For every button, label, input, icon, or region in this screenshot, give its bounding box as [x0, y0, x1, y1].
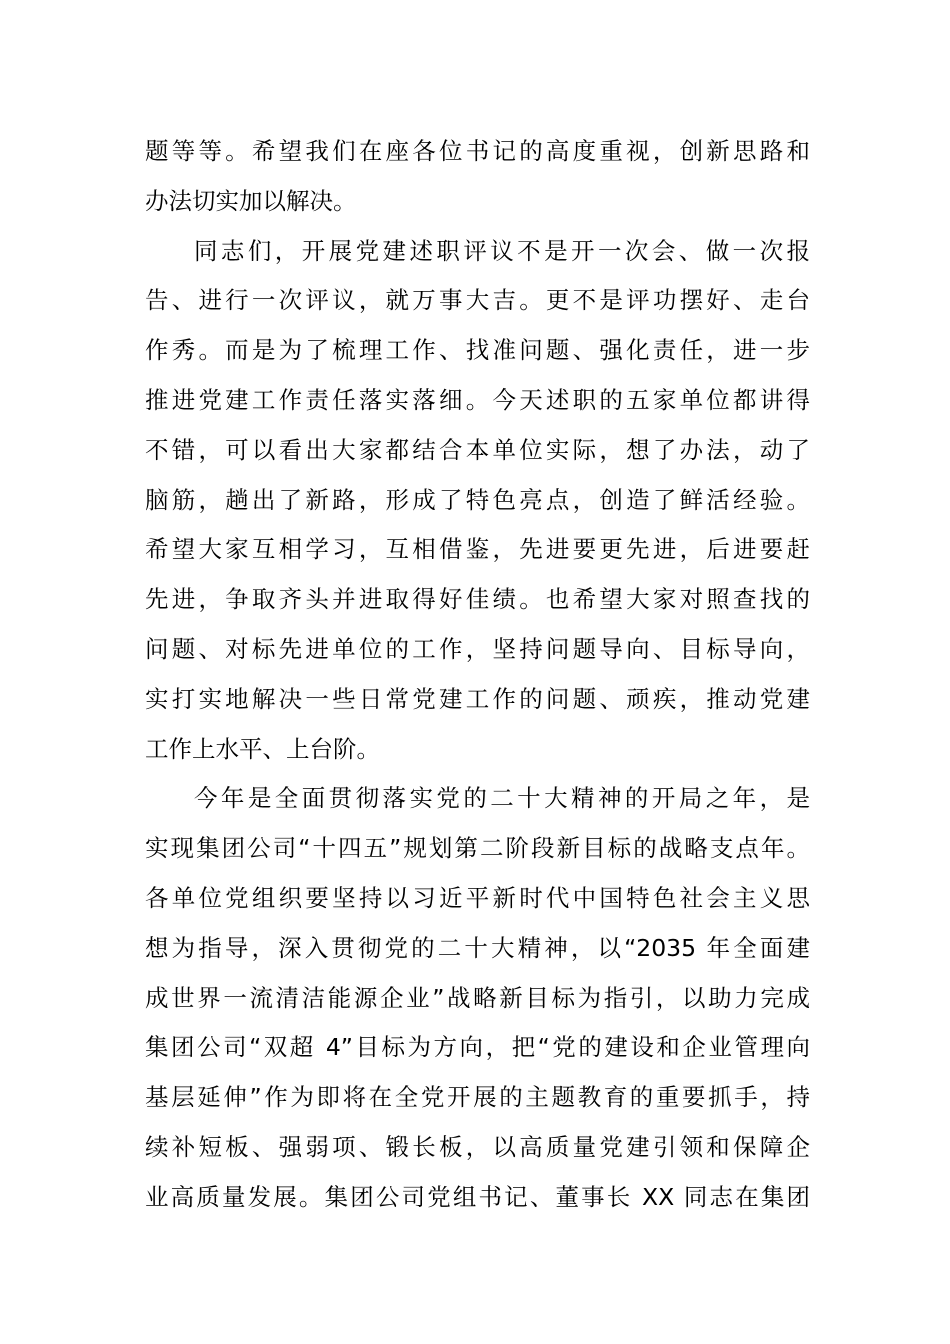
text-line: 基层延伸”作为即将在全党开展的主题教育的重要抓手，持 [145, 1083, 810, 1112]
text-line: 告、进行一次评议，就万事大吉。更不是评功摆好、走台 [145, 286, 810, 315]
text-line: 不错，可以看出大家都结合本单位实际，想了办法，动了 [145, 435, 810, 464]
text-line: 各单位党组织要坚持以习近平新时代中国特色社会主义思 [145, 883, 810, 912]
text-line: 续补短板、强弱项、锻长板，以高质量党建引领和保障企 [145, 1132, 810, 1161]
text-line: 成世界一流清洁能源企业”战略新目标为指引，以助力完成 [145, 983, 810, 1012]
text-line: 希望大家互相学习，互相借鉴，先进要更先进，后进要赶 [145, 535, 810, 564]
text-line: 先进，争取齐头并进取得好佳绩。也希望大家对照查找的 [145, 585, 810, 614]
text-line: 题等等。希望我们在座各位书记的高度重视，创新思路和 [145, 137, 810, 165]
text-line: 集团公司“双超 4”目标为方向，把“党的建设和企业管理向 [145, 1033, 810, 1062]
text-line: 问题、对标先进单位的工作，坚持问题导向、目标导向， [145, 634, 810, 663]
text-line: 工作上水平、上台阶。 [145, 734, 380, 763]
text-line: 办法切实加以解决。 [145, 186, 357, 215]
text-line: 业高质量发展。集团公司党组书记、董事长 XX 同志在集团 [145, 1182, 810, 1211]
text-line: 作秀。而是为了梳理工作、找准问题、强化责任，进一步 [145, 336, 810, 365]
text-line: 脑筋，趟出了新路，形成了特色亮点，创造了鲜活经验。 [145, 485, 810, 514]
paragraph-first-line: 今年是全面贯彻落实党的二十大精神的开局之年，是 [194, 784, 810, 813]
text-line: 推进党建工作责任落实落细。今天述职的五家单位都讲得 [145, 385, 810, 414]
text-line: 实现集团公司“十四五”规划第二阶段新目标的战略支点年。 [145, 834, 810, 863]
document-body [145, 127, 810, 1223]
text-line: 实打实地解决一些日常党建工作的问题、顽疾，推动党建 [145, 684, 810, 713]
text-line: 想为指导，深入贯彻党的二十大精神，以“2035 年全面建 [145, 933, 810, 962]
paragraph-first-line: 同志们，开展党建述职评议不是开一次会、做一次报 [194, 236, 810, 265]
